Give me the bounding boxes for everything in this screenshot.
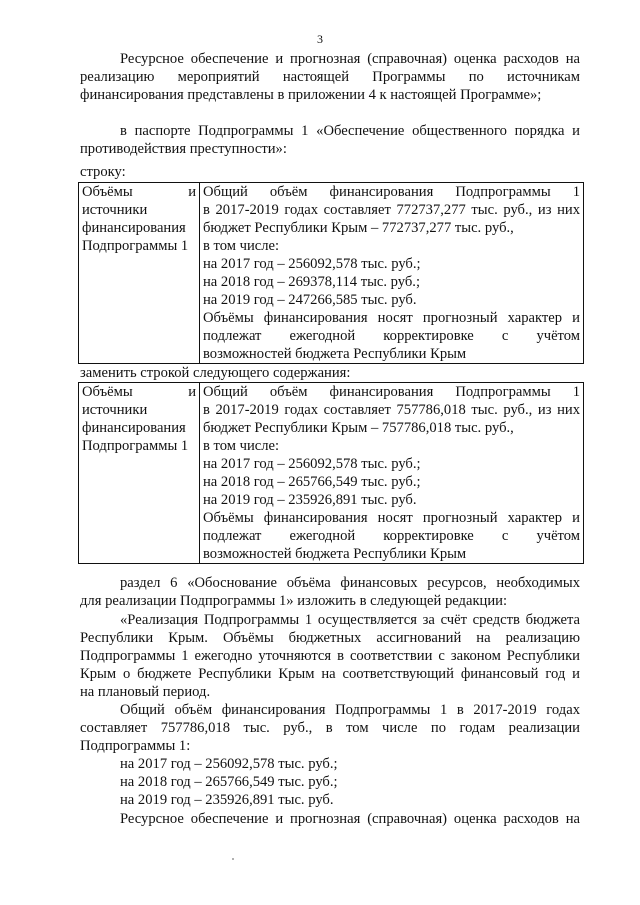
text-line xyxy=(82,383,196,401)
intro-paragraph xyxy=(80,50,580,104)
text-line: Ресурсное обеспечение и прогнозная (справочная) оценка расходов на xyxy=(120,811,580,827)
text-line: подлежат ежегодной корректировке с учётом xyxy=(203,528,580,544)
text-line: заменить строкой следующего содержания: xyxy=(80,365,351,381)
text-line: Крым о бюджете Республики Крым на соответствующий финансовый год и xyxy=(80,666,580,682)
text-line: Общий объём финансирования Подпрограммы 1 xyxy=(203,384,580,400)
text-line: на плановый период. xyxy=(80,684,211,700)
passport-paragraph xyxy=(80,122,580,158)
word: и xyxy=(188,184,196,200)
text-line: «Реализация Подпрограммы 1 осуществляется за счёт средств бюджета xyxy=(120,612,580,628)
table-cell-content xyxy=(200,183,584,364)
text-line: раздел 6 «Обоснование объёма финансовых ресурсов, необходимых xyxy=(120,575,580,591)
text-line: возможностей бюджета Республики Крым xyxy=(203,346,467,362)
text-line: в 2017-2019 годах составляет 757786,018 тыс. руб., из них xyxy=(203,402,580,418)
text-line: на 2019 год – 235926,891 тыс. руб. xyxy=(203,492,417,508)
list-item: на 2019 год – 235926,891 тыс. руб. xyxy=(120,792,334,808)
total-paragraph xyxy=(80,701,580,755)
text-line: на 2017 год – 256092,578 тыс. руб.; xyxy=(203,256,421,272)
final-paragraph xyxy=(80,810,580,828)
list-item: на 2017 год – 256092,578 тыс. руб.; xyxy=(120,756,338,772)
text-line: Объёмы финансирования носят прогнозный характер и xyxy=(203,310,580,326)
word: и xyxy=(188,384,196,400)
section6-paragraph xyxy=(80,574,580,610)
text-line: возможностей бюджета Республики Крым xyxy=(203,546,467,562)
table-cell-content xyxy=(200,383,584,564)
text-line: Ресурсное обеспечение и прогнозная (справочная) оценка расходов на xyxy=(120,51,580,67)
scan-speck xyxy=(232,858,234,860)
text-line: Подпрограммы 1 xyxy=(82,438,189,454)
replace-label xyxy=(80,364,580,382)
text-line: Объёмы финансирования носят прогнозный характер и xyxy=(203,510,580,526)
table-cell-label xyxy=(79,383,200,564)
text-line: Общий объём финансирования Подпрограммы 1 в 2017-2019 годах xyxy=(120,702,580,718)
text-line xyxy=(82,183,196,201)
text-line: Республики Крым. Объёмы бюджетных ассигнований на реализацию xyxy=(80,630,580,646)
text-line: составляет 757786,018 тыс. руб., в том числе по годам реализации xyxy=(80,720,580,736)
text-line: на 2018 год – 265766,549 тыс. руб.; xyxy=(203,474,421,490)
text-line: бюджет Республики Крым – 772737,277 тыс. руб., xyxy=(203,220,514,236)
page-number: 3 xyxy=(317,32,323,46)
text-line: финансирования xyxy=(82,220,186,236)
text-line: бюджет Республики Крым – 757786,018 тыс. руб., xyxy=(203,420,514,436)
text-line: противодействия преступности»: xyxy=(80,141,287,157)
realization-paragraph xyxy=(80,611,580,701)
passport-table-old xyxy=(78,182,584,364)
text-line: в том числе: xyxy=(203,438,280,454)
text-line: строку: xyxy=(80,164,126,180)
text-line: Подпрограммы 1 xyxy=(82,238,189,254)
text-line: финансирования xyxy=(82,420,186,436)
passport-table-new xyxy=(78,382,584,564)
word: Объёмы xyxy=(82,384,133,400)
text-line: Подпрограммы 1: xyxy=(80,738,191,754)
years-list xyxy=(80,755,580,809)
text-line: Общий объём финансирования Подпрограммы 1 xyxy=(203,184,580,200)
text-line: источники xyxy=(82,402,148,418)
text-line: реализацию мероприятий настоящей Программы по источникам xyxy=(80,69,580,85)
list-item: на 2018 год – 265766,549 тыс. руб.; xyxy=(120,774,338,790)
text-line: источники xyxy=(82,202,148,218)
word: Объёмы xyxy=(82,184,133,200)
text-line: финансирования представлены в приложении 4 к настоящей Программе»; xyxy=(80,87,542,103)
text-line: на 2019 год – 247266,585 тыс. руб. xyxy=(203,292,417,308)
text-line: в 2017-2019 годах составляет 772737,277 тыс. руб., из них xyxy=(203,202,580,218)
row-label xyxy=(80,163,580,181)
text-line: на 2017 год – 256092,578 тыс. руб.; xyxy=(203,456,421,472)
table-cell-label xyxy=(79,183,200,364)
text-line: подлежат ежегодной корректировке с учётом xyxy=(203,328,580,344)
text-line: в паспорте Подпрограммы 1 «Обеспечение общественного порядка и xyxy=(120,123,580,139)
text-line: на 2018 год – 269378,114 тыс. руб.; xyxy=(203,274,421,290)
text-line: Подпрограммы 1 ежегодно уточняются в соответствии с законом Республики xyxy=(80,648,580,664)
text-line: для реализации Подпрограммы 1» изложить в следующей редакции: xyxy=(80,593,508,609)
text-line: в том числе: xyxy=(203,238,280,254)
